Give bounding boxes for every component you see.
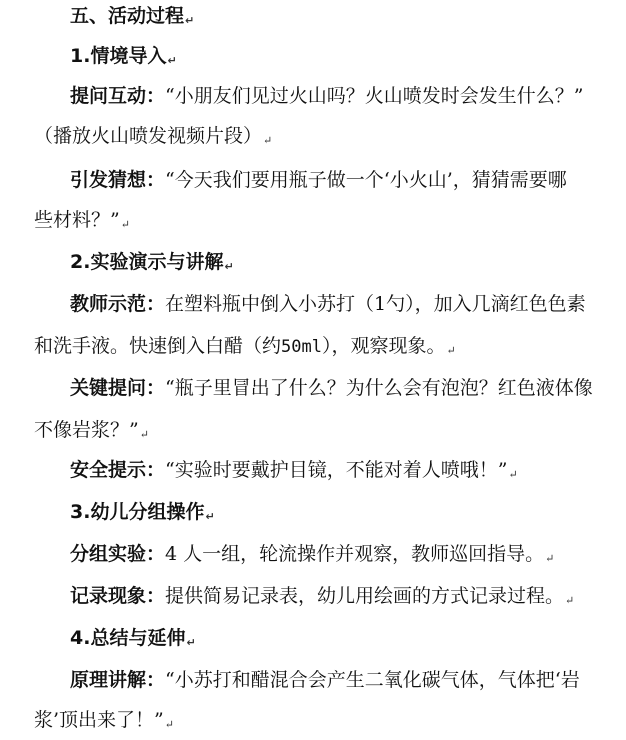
question-label: 提问互动： xyxy=(70,85,166,107)
guess-label: 引发猜想： xyxy=(70,169,166,191)
demo-paragraph-line1 xyxy=(70,292,586,316)
step2-heading-text: 2.实验演示与讲解 xyxy=(70,251,224,273)
paragraph-mark-icon: ↵ xyxy=(263,134,273,147)
question-paragraph-line1 xyxy=(70,84,583,108)
key-question-text-line1: “瓶子里冒出了什么？为什么会有泡泡？红色液体像 xyxy=(165,377,593,399)
step4-heading-text: 4.总结与延伸 xyxy=(70,627,186,649)
guess-text-line1: “今天我们要用瓶子做一个‘小火山’，猜猜需要哪 xyxy=(165,169,567,191)
paragraph-mark-icon: ↵ xyxy=(545,552,555,565)
paragraph-mark-icon: ↵ xyxy=(185,14,195,27)
paragraph-mark-icon: ↵ xyxy=(508,468,518,481)
step4-heading xyxy=(70,626,196,650)
demo-text-volume: 50ml xyxy=(281,337,322,357)
paragraph-mark-icon: ↵ xyxy=(446,344,456,357)
guess-paragraph-line2 xyxy=(34,208,130,232)
guess-text-line2: 些材料？” xyxy=(34,209,120,231)
safety-text: “实验时要戴护目镜，不能对着人喷哦！” xyxy=(165,459,508,481)
paragraph-mark-icon: ↵ xyxy=(139,428,149,441)
record-paragraph xyxy=(70,584,574,608)
step3-heading xyxy=(70,500,215,524)
paragraph-mark-icon: ↵ xyxy=(205,510,215,523)
step1-heading-text: 1.情境导入 xyxy=(70,45,167,67)
section-title-text: 五、活动过程 xyxy=(70,5,185,27)
paragraph-mark-icon: ↵ xyxy=(224,260,234,273)
question-paragraph-line2 xyxy=(34,124,272,148)
step2-heading xyxy=(70,250,234,274)
paragraph-mark-icon: ↵ xyxy=(120,218,130,231)
principle-paragraph-line2 xyxy=(34,708,174,732)
paragraph-mark-icon: ↵ xyxy=(565,594,575,607)
group-paragraph xyxy=(70,542,554,566)
safety-paragraph xyxy=(70,458,518,482)
key-question-line2 xyxy=(34,418,149,442)
demo-label: 教师示范： xyxy=(70,293,166,315)
safety-label: 安全提示： xyxy=(70,459,166,481)
demo-text-line1: 在塑料瓶中倒入小苏打（1勺），加入几滴红色色素 xyxy=(165,293,586,315)
demo-text-line2a: 和洗手液。快速倒入白醋（约 xyxy=(34,335,282,357)
paragraph-mark-icon: ↵ xyxy=(186,636,196,649)
question-text-line1: “小朋友们见过火山吗？火山喷发时会发生什么？” xyxy=(165,85,584,107)
step1-heading xyxy=(70,44,177,68)
record-label: 记录现象： xyxy=(70,585,166,607)
group-label: 分组实验： xyxy=(70,543,166,565)
principle-label: 原理讲解： xyxy=(70,669,166,691)
paragraph-mark-icon: ↵ xyxy=(164,718,174,731)
paragraph-mark-icon: ↵ xyxy=(167,54,177,67)
record-text: 提供简易记录表，幼儿用绘画的方式记录过程。 xyxy=(165,585,565,607)
demo-text-line2c: ），观察现象。 xyxy=(321,335,446,357)
guess-paragraph-line1 xyxy=(70,168,567,192)
key-question-text-line2: 不像岩浆？” xyxy=(34,419,139,441)
section-title xyxy=(70,4,194,28)
step3-heading-text: 3.幼儿分组操作 xyxy=(70,501,205,523)
demo-paragraph-line2 xyxy=(34,334,456,358)
principle-text-line2: 浆’顶出来了！” xyxy=(34,709,164,731)
key-question-line1 xyxy=(70,376,593,400)
key-question-label: 关键提问： xyxy=(70,377,166,399)
question-text-line2: （播放火山喷发视频片段） xyxy=(34,125,263,147)
group-text: 4 人一组，轮流操作并观察，教师巡回指导。 xyxy=(165,543,545,565)
principle-text-line1: “小苏打和醋混合会产生二氧化碳气体，气体把‘岩 xyxy=(165,669,580,691)
principle-paragraph-line1 xyxy=(70,668,580,692)
